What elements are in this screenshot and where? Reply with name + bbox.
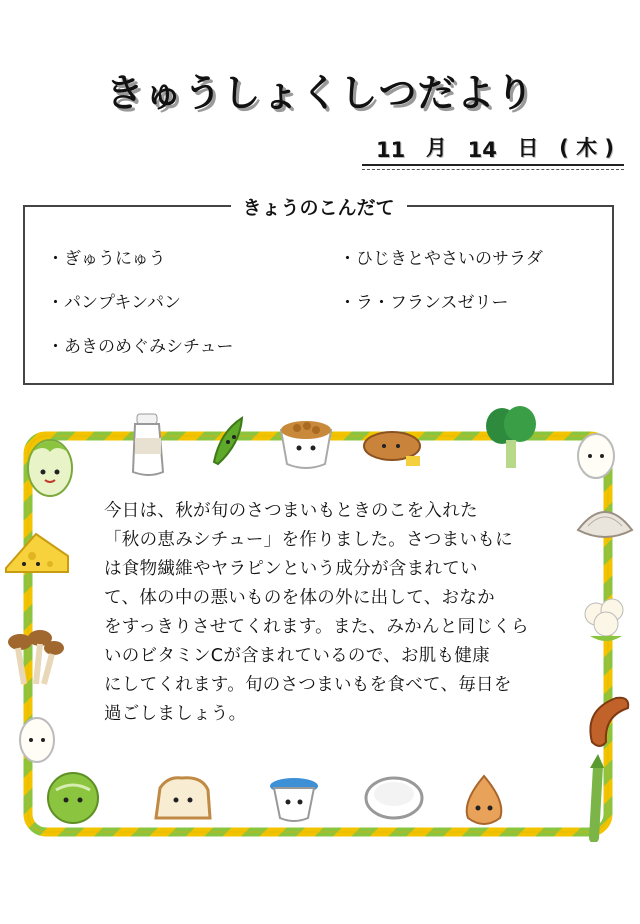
asparagus-icon <box>576 752 616 842</box>
message-line: 「秋の恵みシチュー」を作りました。さつまいもに <box>104 530 513 550</box>
date-month-unit: 月 <box>425 136 447 160</box>
egg-icon <box>572 430 620 482</box>
date-month: 11 <box>376 138 406 162</box>
okra-icon <box>206 412 250 468</box>
menu-heading: きょうのこんだて <box>230 193 406 220</box>
sausage-icon <box>578 690 636 750</box>
message-line: は食物繊維やヤラピンという成分が含まれてい <box>104 559 478 579</box>
onion-icon <box>456 772 512 834</box>
message-body <box>104 497 544 729</box>
bread-icon <box>362 424 428 470</box>
menu-box <box>23 197 614 385</box>
menu-item: ・あきのめぐみシチュー <box>47 337 234 357</box>
milk-bottle-icon <box>125 410 173 478</box>
egg-icon <box>14 712 60 768</box>
mushroom-icon <box>2 628 66 690</box>
message-line: いのビタミンCが含まれているので、お肌も健康 <box>104 646 490 666</box>
spinach-icon <box>480 402 540 472</box>
clam-icon <box>574 500 636 548</box>
message-line: にしてくれます。旬のさつまいもを食べて、毎日を <box>104 675 512 695</box>
menu-item: ・パンプキンパン <box>47 293 181 313</box>
menu-item: ・ラ・フランスゼリー <box>339 293 509 313</box>
message-line: て、体の中の悪いものを体の外に出して、おなか <box>104 588 495 608</box>
lettuce-icon <box>40 770 106 826</box>
cheese-icon <box>2 528 72 578</box>
natto-icon <box>275 412 337 474</box>
toast-icon <box>150 772 216 824</box>
date-weekday: ( 木 ) <box>559 136 614 160</box>
date-line <box>362 136 624 166</box>
rice-bowl-icon <box>362 772 426 826</box>
message-line: 過ごしましょう。 <box>104 704 247 724</box>
cauliflower-icon <box>580 596 632 646</box>
date-day: 14 <box>467 138 497 162</box>
yogurt-icon <box>266 772 322 828</box>
menu-item: ・ぎゅうにゅう <box>47 249 166 269</box>
menu-item: ・ひじきとやさいのサラダ <box>339 249 543 269</box>
page-title: きゅうしょくしつだより <box>105 71 535 115</box>
message-line: 今日は、秋が旬のさつまいもときのこを入れた <box>104 501 478 521</box>
cabbage-icon <box>22 430 78 500</box>
message-line: をすっきりさせてくれます。また、みかんと同じくら <box>104 617 529 637</box>
date-day-unit: 日 <box>517 136 539 160</box>
